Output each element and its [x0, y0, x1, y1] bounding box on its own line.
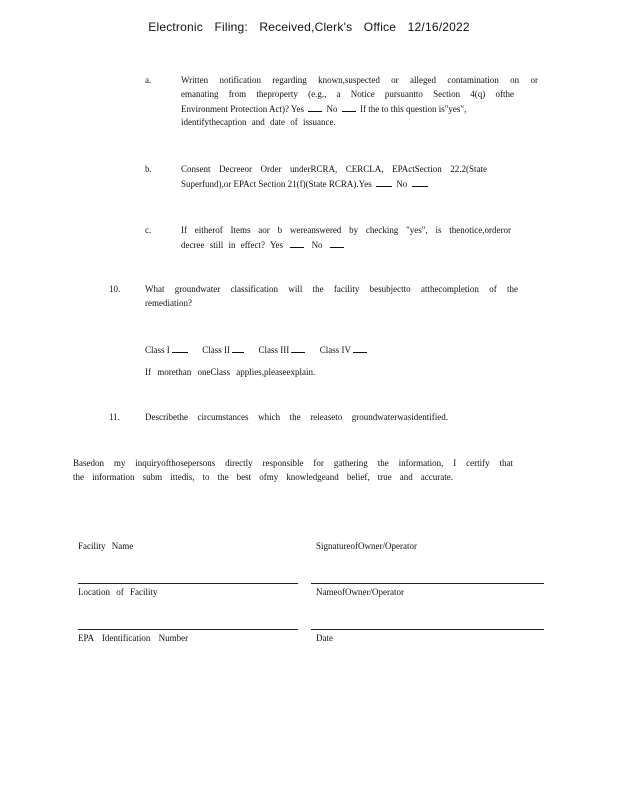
filing-stamp-header: Electronic Filing: Received,Clerk's Office 12/16/2022 [148, 20, 470, 34]
item-a-line4: identifythecaption and date of issuance. [181, 117, 336, 127]
item-c-yes-label: decree still in effect? Yes [181, 240, 284, 250]
certification-line2: the information subm ittedis, to the best ofmy knowledgeand belief, true and accurate. [73, 472, 453, 482]
item-b-yes-blank[interactable] [376, 177, 392, 187]
item-a-no-blank[interactable] [342, 102, 356, 112]
item-c-yes-blank[interactable] [290, 238, 304, 248]
question-10-line1: What groundwater classification will the facility besubjectto atthecompletion of the [145, 284, 518, 294]
item-a-line1: Written notification regarding known,suspected or alleged contamination on or [181, 75, 538, 85]
facility-name-label: Facility Name [78, 541, 134, 551]
item-a-line3 [181, 102, 521, 115]
item-c-line2 [181, 238, 481, 251]
class-1-label: Class I [145, 345, 170, 355]
date-label: Date [316, 633, 333, 643]
facility-name-line[interactable] [78, 583, 298, 584]
epa-id-label: EPA Identification Number [78, 633, 189, 643]
class-options-row [145, 343, 369, 356]
certification-line1: Basedon my inquiryofthosepersons directly responsible for gathering the information, I certify that [73, 458, 513, 468]
name-owner-label: NameofOwner/Operator [316, 587, 404, 597]
item-c-line1: If eitherof Items aor b wereanswered by checking "yes", is thenotice,orderor [181, 225, 511, 235]
name-owner-line[interactable] [311, 629, 544, 630]
class-4-blank[interactable] [353, 343, 367, 353]
item-a-if-yes-text: If the to this question is"yes", [360, 104, 467, 114]
item-c-label: c. [145, 225, 152, 235]
question-10-line2: remediation? [145, 298, 192, 308]
item-a-label: a. [145, 75, 152, 85]
class-4-label: Class IV [319, 345, 351, 355]
item-a-line2: emanating from theproperty (e.g., a Notice pursuantto Section 4(q) ofthe [181, 89, 514, 99]
class-1-blank[interactable] [172, 343, 188, 353]
item-b-line2 [181, 177, 501, 190]
class-3-label: Class III [258, 345, 290, 355]
item-c-no-blank[interactable] [330, 238, 344, 248]
signature-owner-label: SignatureofOwner/Operator [316, 541, 417, 551]
question-11-number: 11. [109, 412, 120, 422]
class-explain-text: If morethan oneClass applies,pleaseexplain. [145, 367, 316, 377]
item-a-yes-label: Environment Protection Act)? Yes [181, 104, 304, 114]
item-b-no-label: No [396, 179, 408, 189]
item-c-no-label: No [311, 240, 323, 250]
item-a-yes-blank[interactable] [308, 102, 322, 112]
location-label: Location of Facility [78, 587, 158, 597]
item-b-label: b. [145, 164, 152, 174]
class-2-label: Class II [202, 345, 230, 355]
class-3-blank[interactable] [291, 343, 305, 353]
item-a-no-label: No [326, 104, 338, 114]
item-b-line1: Consent Decreeor Order underRCRA, CERCLA, EPActSection 22.2(State [181, 164, 487, 174]
class-2-blank[interactable] [232, 343, 244, 353]
question-10-number: 10. [109, 284, 121, 294]
location-line[interactable] [78, 629, 298, 630]
signature-owner-line[interactable] [311, 583, 544, 584]
item-b-no-blank[interactable] [412, 177, 428, 187]
item-b-yes-label: Superfund),or EPAct Section 21(f)(State RCRA).Yes [181, 179, 372, 189]
question-11-text: Describethe circumstances which the releaseto groundwaterwasidentified. [145, 412, 448, 422]
